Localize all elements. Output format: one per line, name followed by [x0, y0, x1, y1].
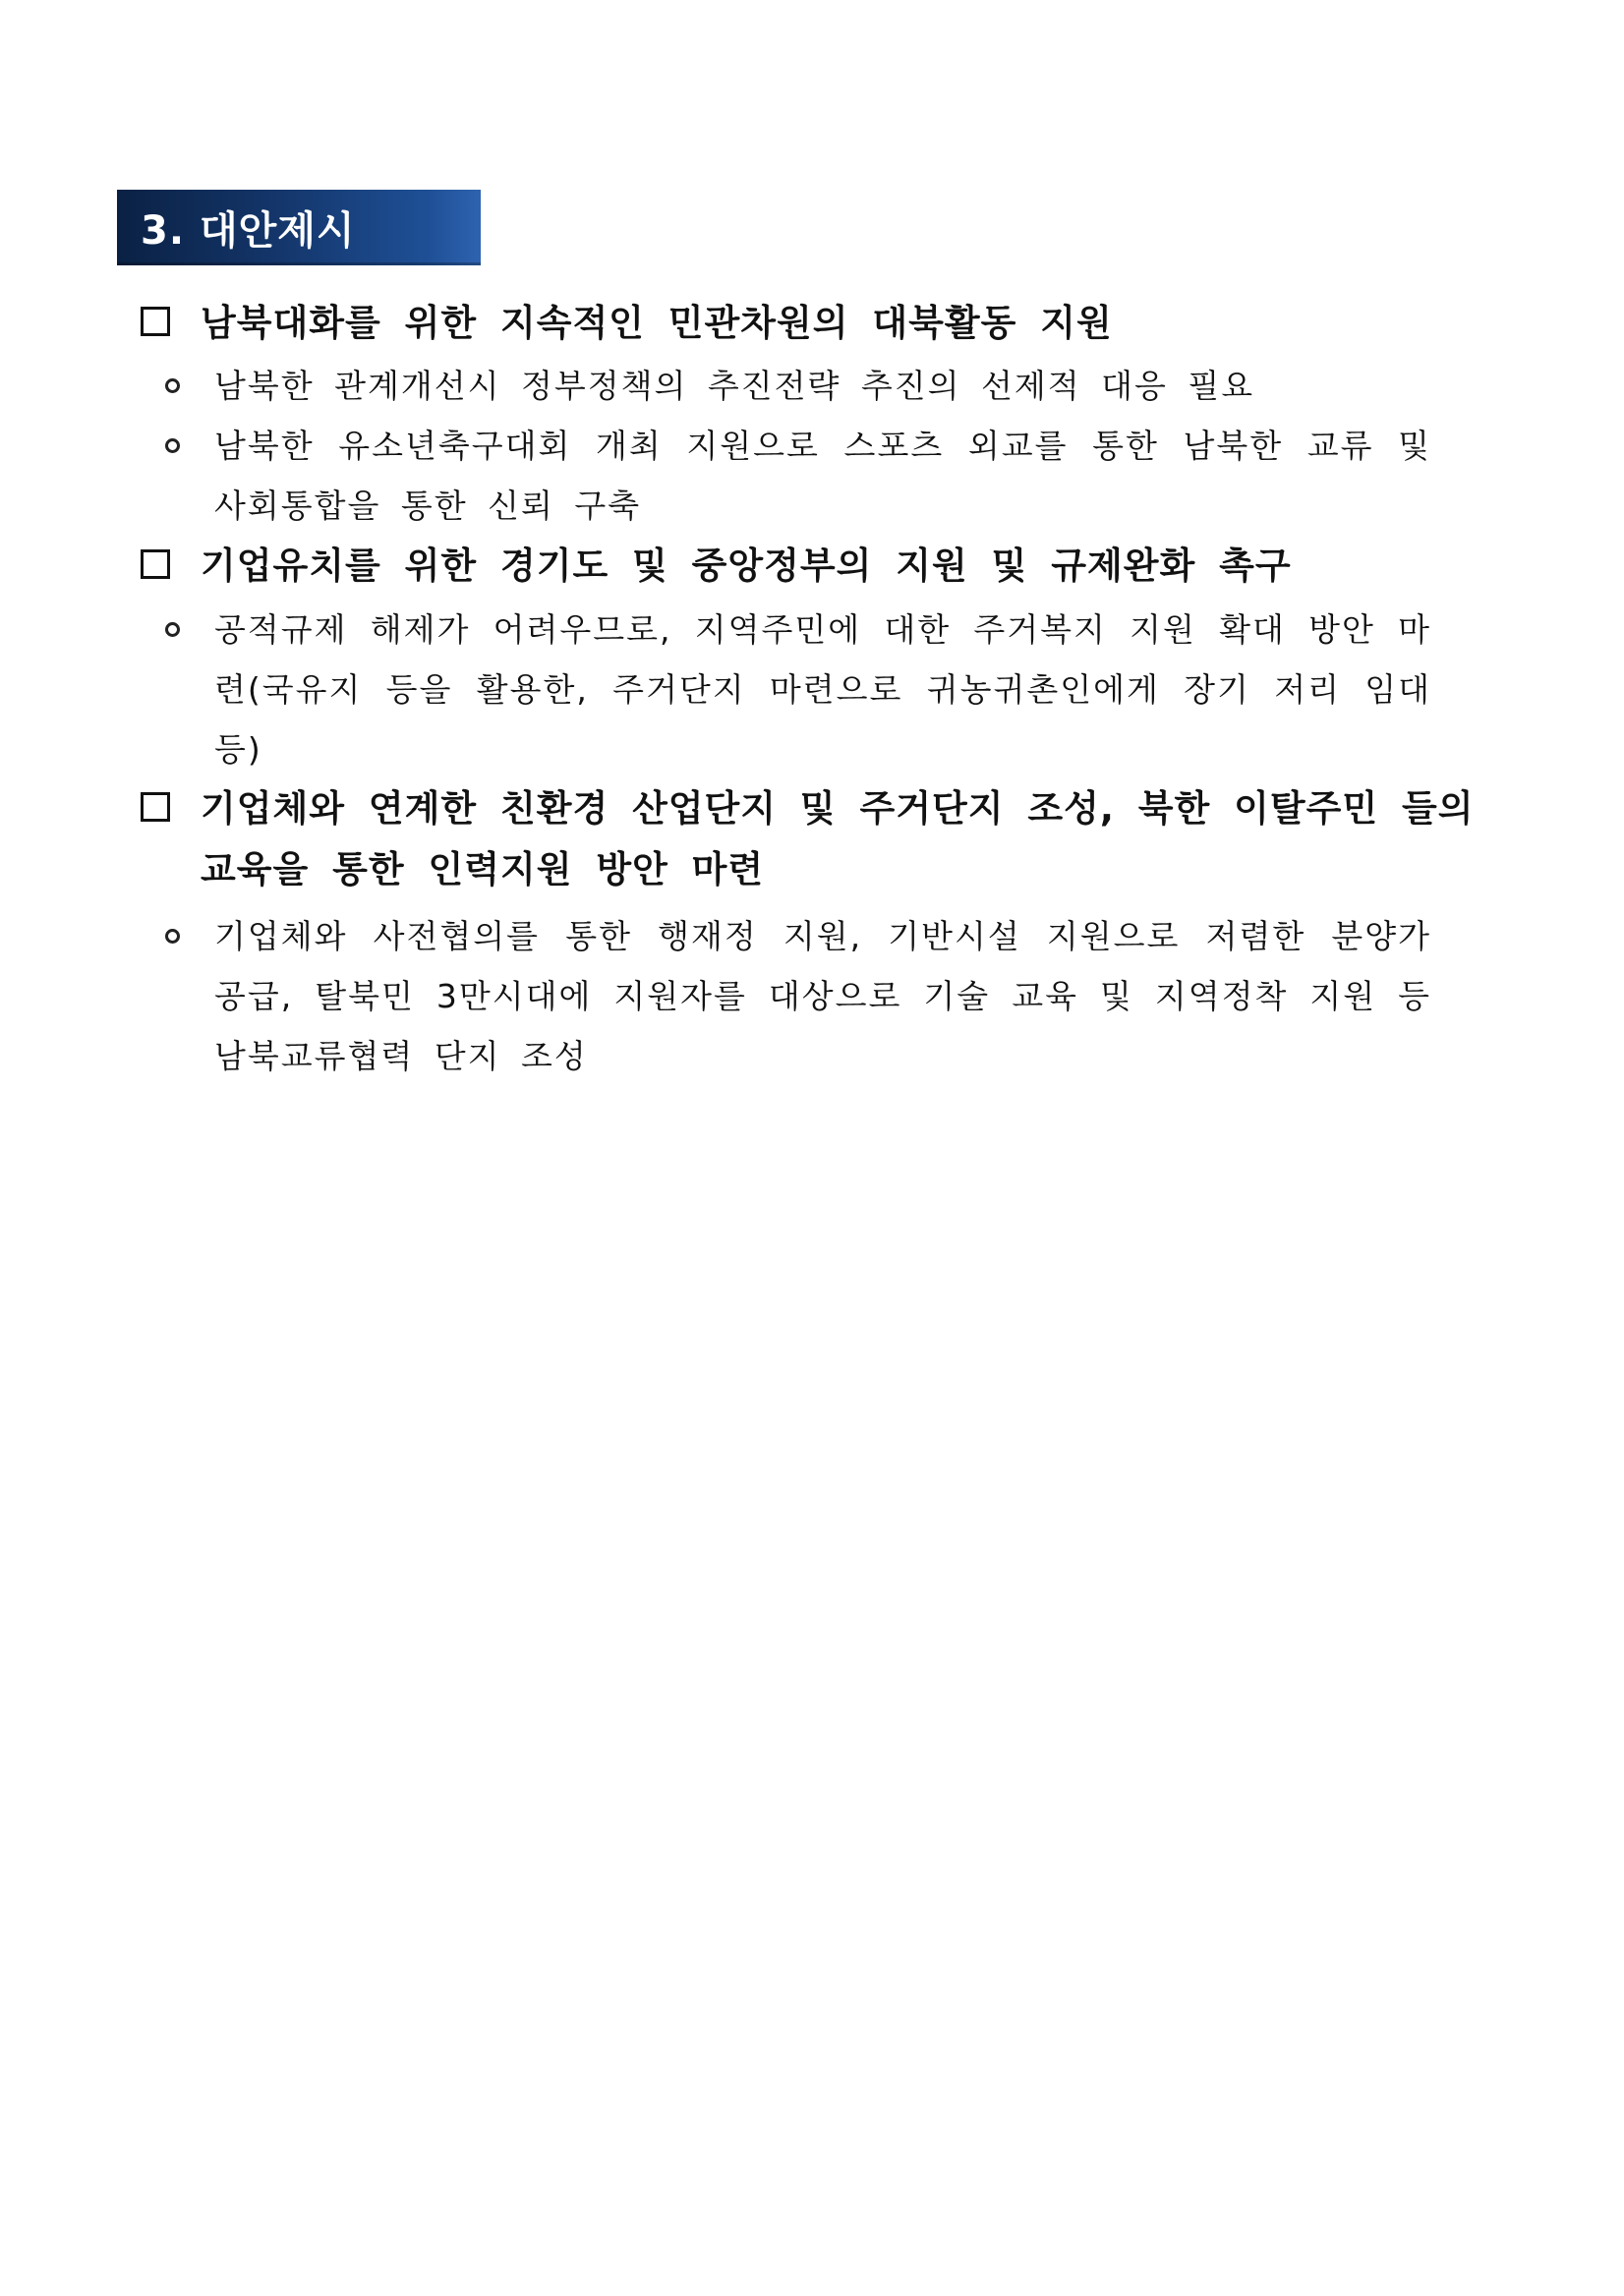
bullet-item [0, 356, 1624, 416]
proposal-heading [0, 778, 1624, 900]
bullet-item [0, 600, 1624, 779]
proposal-heading-text: 기업유치를 위한 경기도 및 중앙정부의 지원 및 규제완화 촉구 [201, 545, 1292, 587]
bullet-text: 남북한 관계개선시 정부정책의 추진전략 추진의 선제적 대응 필요 [214, 367, 1255, 405]
bullet-circle-icon [165, 929, 180, 944]
proposal-heading [0, 536, 1624, 597]
checkbox-square-icon [141, 307, 170, 336]
section-title: 3. 대안제시 [141, 208, 356, 254]
bullet-circle-icon [165, 438, 180, 453]
bullet-text: 기업체와 사전협의를 통한 행재정 지원, 기반시설 지원으로 저렴한 분양가 공급, 탈북민 3만시대에 지원자를 대상으로 기술 교육 및 지역정착 지원 등 남북교류협력 단지 조성 [214, 917, 1431, 1075]
proposal-heading-text: 남북대화를 위한 지속적인 민관차원의 대북활동 지원 [201, 302, 1113, 344]
proposal-item [0, 536, 1624, 597]
checkbox-square-icon [141, 549, 170, 579]
bullet-text: 공적규제 해제가 어려우므로, 지역주민에 대한 주거복지 지원 확대 방안 마련(국유지 등을 활용한, 주거단지 마련으로 귀농귀촌인에게 장기 저리 임대 등) [214, 610, 1431, 769]
section-header [117, 190, 481, 265]
proposal-item [0, 293, 1624, 354]
bullet-text: 남북한 유소년축구대회 개최 지원으로 스포츠 외교를 통한 남북한 교류 및 사회통합을 통한 신뢰 구축 [214, 427, 1431, 525]
bullet-item [0, 906, 1624, 1086]
bullet-item [0, 416, 1624, 536]
proposal-heading-text: 기업체와 연계한 친환경 산업단지 및 주거단지 조성, 북한 이탈주민 들의 교육을 통한 인력지원 방안 마련 [201, 787, 1475, 890]
bullet-circle-icon [165, 378, 180, 393]
checkbox-square-icon [141, 792, 170, 822]
proposal-heading [0, 293, 1624, 354]
bullet-circle-icon [165, 622, 180, 637]
proposal-item [0, 778, 1624, 900]
